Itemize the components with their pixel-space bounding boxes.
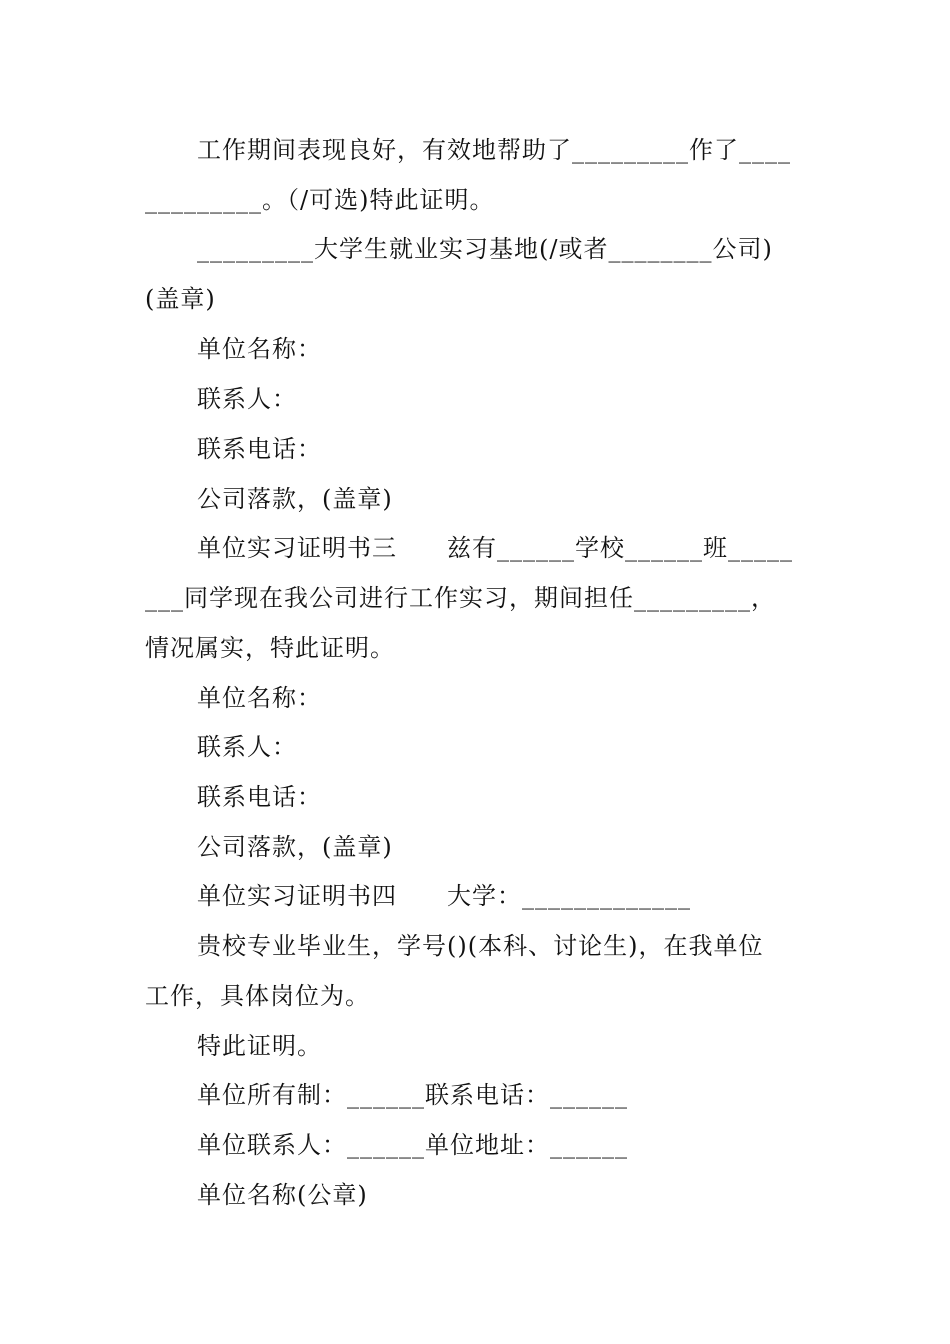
field-label: 公司落款，(盖章): [197, 833, 393, 861]
field-label: 单位所有制：______联系电话：______: [197, 1081, 628, 1109]
field-label: 单位名称：: [197, 335, 322, 363]
paragraph-line: 工作，具体岗位为。: [145, 982, 370, 1010]
section-heading: 单位实习证明书四 大学：_____________: [197, 882, 691, 910]
field-label: 联系人：: [197, 385, 297, 413]
field-label: 单位联系人：______单位地址：______: [197, 1131, 628, 1159]
paragraph-line: 贵校专业毕业生，学号()(本科、讨论生)，在我单位: [197, 932, 764, 960]
paragraph-line: 特此证明。: [197, 1032, 322, 1060]
field-label: 联系电话：: [197, 783, 322, 811]
paragraph-line: (盖章): [145, 285, 216, 313]
field-label: 联系人：: [197, 733, 297, 761]
field-label: 单位名称(公章): [197, 1181, 368, 1209]
paragraph-line: 情况属实，特此证明。: [145, 634, 395, 662]
paragraph-line: ___同学现在我公司进行工作实习，期间担任_________，: [145, 584, 776, 612]
paragraph-line: _________。（/可选)特此证明。: [145, 186, 495, 214]
field-label: 联系电话：: [197, 435, 322, 463]
paragraph-line: 工作期间表现良好，有效地帮助了_________作了____: [197, 136, 791, 164]
section-heading: 单位实习证明书三 兹有______学校______班_____: [197, 534, 793, 562]
field-label: 公司落款，(盖章): [197, 485, 393, 513]
field-label: 单位名称：: [197, 684, 322, 712]
paragraph-line: _________大学生就业实习基地(/或者________公司): [197, 235, 773, 263]
